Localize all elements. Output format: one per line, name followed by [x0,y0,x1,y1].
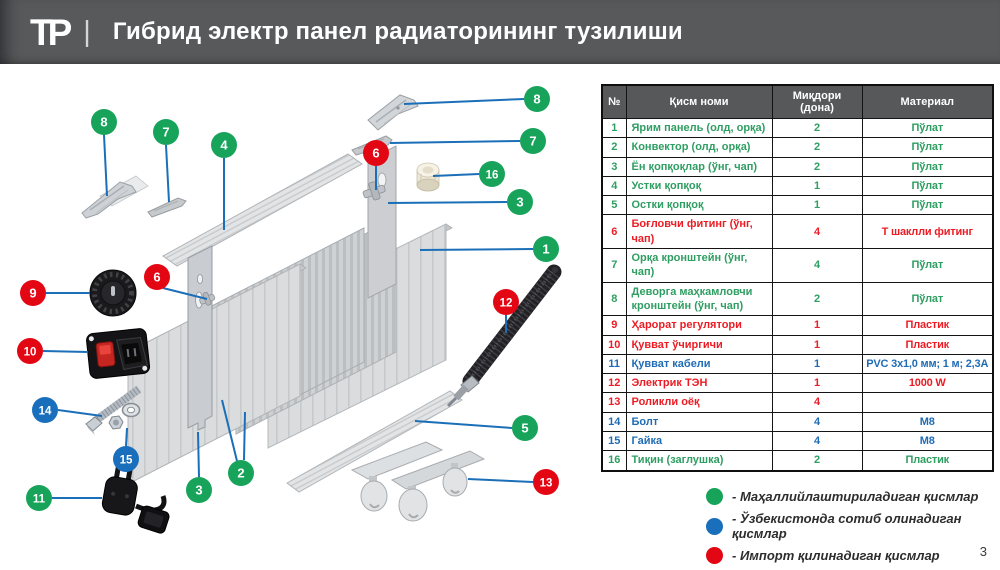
cell-num: 5 [602,196,626,215]
cell-num: 6 [602,215,626,249]
cell-material: Пластик [862,451,993,471]
callout-line [166,145,169,202]
callout-number: 5 [521,420,529,436]
cell-name: Ён қопқоқлар (ўнг, чап) [626,157,772,176]
callout-line [198,432,199,477]
callout-number: 7 [162,124,170,140]
cell-material: Пўлат [862,249,993,283]
cell-qty: 1 [772,316,862,335]
legend-label: - Ўзбекистонда сотиб олинадиган қисмлар [732,511,962,541]
cell-material: PVC 3х1,0 мм; 1 м; 2,3А [862,354,993,373]
table-row [602,374,993,393]
callout-number: 3 [516,194,524,210]
cell-qty: 2 [772,157,862,176]
side-cover-left-hole [197,275,202,284]
cell-name: Электрик ТЭН [626,374,772,393]
cell-material: Т шаклли фитинг [862,215,993,249]
cell-name: Гайка [626,432,772,451]
cell-num: 1 [602,119,626,138]
legend [706,488,1000,570]
cell-qty: 1 [772,374,862,393]
callout-line [433,174,479,176]
cell-name: Роликли оёқ [626,393,772,412]
callout-line [468,479,533,482]
callout-number: 6 [372,145,380,161]
callout-number: 2 [237,465,245,481]
callout-number: 8 [100,114,108,130]
callout-number: 12 [499,297,513,310]
callout-number: 6 [153,269,161,285]
cell-qty: 1 [772,354,862,373]
tp-logo: TP [30,11,68,53]
legend-item [706,547,1000,564]
callout-number: 3 [195,482,203,498]
legend-item [706,488,1000,505]
cell-num: 11 [602,354,626,373]
callout-number: 14 [38,405,52,418]
cell-material [862,393,993,412]
cell-name: Устки қопқоқ [626,176,772,195]
table-row [602,138,993,157]
callout-line [104,135,107,196]
table-row [602,412,993,431]
side-cover-right-part [368,146,396,298]
cell-material: Пўлат [862,138,993,157]
table-row [602,354,993,373]
cell-name: Боғловчи фитинг (ўнг, чап) [626,215,772,249]
cell-qty: 2 [772,138,862,157]
cell-num: 12 [602,374,626,393]
table-row [602,215,993,249]
cell-name: Қувват ўчиргичи [626,335,772,354]
cell-num: 15 [602,432,626,451]
cell-qty: 4 [772,393,862,412]
legend-label: - Маҳаллийлаштириладиган қисмлар [732,489,979,504]
table-row [602,282,993,316]
cell-material: М8 [862,432,993,451]
cell-qty: 1 [772,176,862,195]
cell-material: 1000 W [862,374,993,393]
cell-name: Деворга маҳкамловчи кронштейн (ўнг, чап) [626,282,772,316]
side-cover-left-part [188,246,212,430]
callout-number: 4 [220,137,228,153]
table-row [602,176,993,195]
cell-num: 3 [602,157,626,176]
parts-table [601,84,994,472]
cell-name: Конвектор (олд, орқа) [626,138,772,157]
callout-line [388,202,507,203]
table-row [602,316,993,335]
table-row [602,119,993,138]
cell-num: 8 [602,282,626,316]
logo-separator: | [83,15,91,48]
cell-material: Пўлат [862,157,993,176]
table-row [602,157,993,176]
table-row [602,249,993,283]
cell-num: 9 [602,316,626,335]
cell-name: Остки қопқоқ [626,196,772,215]
callout-number: 13 [539,477,553,490]
cell-material: Пўлат [862,176,993,195]
table-row [602,196,993,215]
callout-line [404,99,524,104]
thermostat-knob-part [90,270,136,316]
cell-num: 14 [602,412,626,431]
legend-label: - Импорт қилинадиган қисмлар [732,548,940,563]
roller-feet-part [352,442,484,521]
cell-material: Пўлат [862,196,993,215]
callout-line [415,421,512,428]
callout-line [43,351,88,352]
wall-bracket-right-part [368,95,418,130]
col-header-num: № [602,85,626,119]
cell-num: 16 [602,451,626,471]
col-header-qty: Миқдори (дона) [772,85,862,119]
cell-material: М8 [862,412,993,431]
callout-number: 10 [23,346,37,359]
page-title: Гибрид электр панел радиаторининг тузилиши [112,18,683,45]
cell-name: Тиқин (заглушка) [626,451,772,471]
cell-material: Пўлат [862,282,993,316]
callout-number: 15 [119,454,133,467]
cell-name: Ҳарорат регулятори [626,316,772,335]
red-dot-icon [706,547,723,564]
table-row [602,432,993,451]
plastic-plug-part [417,163,439,191]
rear-bracket-left-part [148,198,186,217]
cell-qty: 2 [772,282,862,316]
parts-table-body [602,119,993,471]
cell-name: Ярим панель (олд, орқа) [626,119,772,138]
cell-qty: 1 [772,335,862,354]
power-switch-part [86,328,150,379]
cell-material: Пластик [862,316,993,335]
callout-line [58,410,102,416]
cell-name: Қувват кабели [626,354,772,373]
cell-qty: 4 [772,215,862,249]
table-row [602,335,993,354]
heating-element-part [448,267,558,406]
callout-number: 11 [32,493,46,506]
cell-num: 10 [602,335,626,354]
callout-number: 1 [542,241,550,257]
cell-name: Болт [626,412,772,431]
cell-qty: 4 [772,412,862,431]
cell-num: 2 [602,138,626,157]
cell-num: 4 [602,176,626,195]
cell-qty: 2 [772,119,862,138]
callout-number: 16 [485,169,499,182]
wall-bracket-left-part [82,176,148,218]
table-row [602,393,993,412]
cell-material: Пўлат [862,119,993,138]
table-header-row [602,85,993,119]
callout-line [244,412,245,460]
cell-qty: 2 [772,451,862,471]
cell-qty: 4 [772,249,862,283]
green-dot-icon [706,488,723,505]
cell-num: 13 [602,393,626,412]
cell-material: Пластик [862,335,993,354]
callout-line [126,428,127,446]
cell-num: 7 [602,249,626,283]
table-row [602,451,993,471]
callout-line [390,141,520,143]
col-header-material: Материал [862,85,993,119]
legend-item [706,511,1000,541]
callout-number: 8 [533,91,541,107]
cell-qty: 4 [772,432,862,451]
cell-qty: 1 [772,196,862,215]
callout-number: 7 [529,133,537,149]
callout-line [420,249,533,250]
page-number: 3 [979,544,987,559]
cell-name: Орқа кронштейн (ўнг, чап) [626,249,772,283]
blue-dot-icon [706,518,723,535]
callout-number: 9 [29,285,37,301]
col-header-name: Қисм номи [626,85,772,119]
